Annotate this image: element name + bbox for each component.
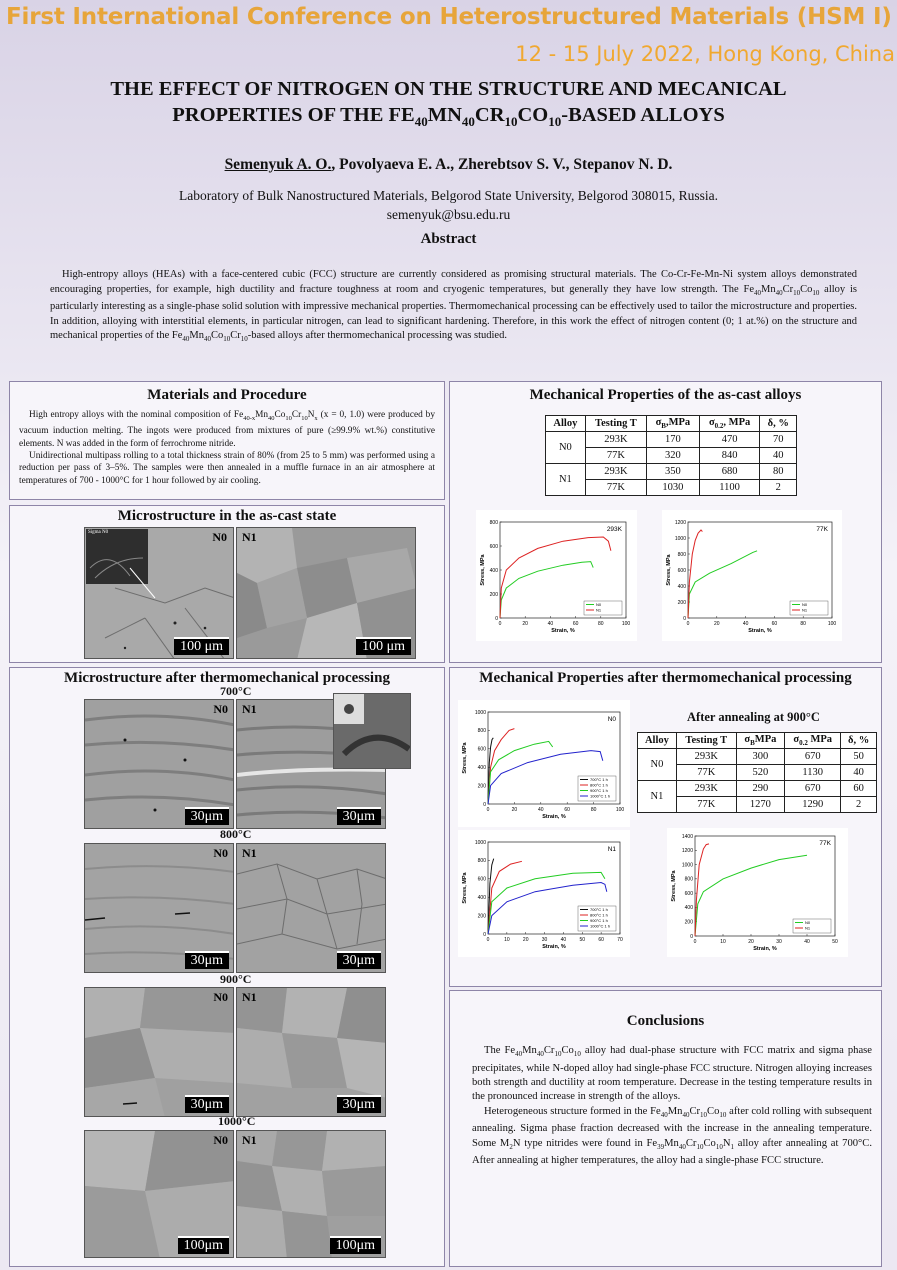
scale-bar: 100 μm [174,637,229,655]
label-n1: N1 [242,530,257,544]
legend-label: 700°C 1 h [590,907,608,913]
materials-panel [9,381,445,500]
micrograph-900-n1 [236,987,386,1117]
x-tick-label: 100 [621,621,631,627]
y-tick-label: 600 [684,890,693,897]
y-tick-label: 0 [483,801,486,808]
legend-label: 1000°C 1 h [590,793,611,799]
th-testing-t: Testing T [676,733,736,749]
x-tick-label: 0 [486,937,490,943]
micrograph-800-n0 [84,843,234,973]
table-row: N0 293K 300 670 50 [638,749,877,765]
y-tick-label: 0 [690,933,693,940]
label-n0: N0 [213,702,228,716]
table-row: 77K 1030 1100 2 [546,480,797,496]
annealing-subtitle: After annealing at 900°C [687,710,820,724]
y-axis-label: Stress, MPa [462,742,468,774]
temp-label-700: 700°C [220,684,252,698]
chart-cast-77k [662,510,842,641]
label-n0: N0 [212,530,227,544]
y-tick-label: 200 [477,783,486,790]
x-tick-label: 20 [522,621,528,627]
y-tick-label: 800 [477,858,486,865]
table-row: 77K 320 840 40 [546,448,797,464]
materials-text: High entropy alloys with the nominal composition of $Fe_{40-x}Mn_{40}Co_{10}Cr_{10}N_x$ (x = 0, 1.0) were produced by vacuum induction melting. The ingots were produced from mixtures of pure (≥99.9% wt.%) constitutive elements. N was added in the form of ferrochrome nitride. Unidirectional multipass rolling to a total thickness strain of 80% (from 25 to 5 mm) was performed using a reduction per pass of 3–5%. The samples were then annealed in a muffle furnace in an air atmosphere at temperatures of 700 - 1000°C for 1 hour followed by air cooling. [19,410,435,486]
conclusions-panel [449,990,882,1267]
x-tick-label: 20 [511,807,518,813]
x-tick-label: 0 [486,807,490,813]
x-tick-label: 10 [720,939,726,945]
tem-image [334,694,411,769]
affiliation-text: Laboratory of Bulk Nanostructured Materials, Belgorod State University, Belgorod 308015, Russia. [178,188,719,203]
chart-title: N1 [607,846,616,853]
paper-title-line2: PROPERTIES OF THE FE [172,104,415,126]
series-line [688,530,702,618]
series-line [688,551,757,618]
x-tick-label: 50 [579,937,586,943]
temp-label-900: 900°C [220,972,252,986]
y-tick-label: 400 [477,765,486,771]
scale-bar: 30μm [185,951,229,969]
micrograph-cast-n1 [236,527,416,659]
authors [0,156,897,174]
email: semenyuk@bsu.edu.ru [386,207,511,222]
y-tick-label: 0 [483,931,486,938]
y-tick-label: 800 [677,551,686,558]
chart-title: N0 [607,716,616,723]
legend-label: 1000°C 1 h [590,923,611,929]
scale-bar: 30μm [185,807,229,825]
y-tick-label: 1200 [681,848,693,855]
chart-title: 293K [606,526,622,533]
micro-cast-title: Microstructure in the as-cast state [117,508,337,524]
y-tick-label: 400 [684,905,693,912]
x-tick-label: 50 [832,939,838,945]
y-axis-label: Stress, MPa [666,554,672,586]
micro-tmp-title: Microstructure after thermomechanical processing [64,670,390,686]
chart-tmp-77k [667,828,848,957]
y-tick-label: 0 [683,615,686,622]
table-row: N1 293K 290 670 60 [638,781,877,797]
chart-cast-293k [476,510,637,641]
abstract-heading: Abstract [420,231,477,247]
x-tick-label: 60 [564,807,570,813]
x-tick-label: 0 [686,621,690,627]
x-tick-label: 20 [748,939,754,945]
y-tick-label: 200 [489,591,498,598]
x-tick-label: 70 [617,937,623,943]
conclusions-title: Conclusions [626,1013,705,1029]
legend-box [793,919,831,933]
legend-label: N1 [805,925,811,931]
conclusions-text: The $Fe_{40}Mn_{40}Cr_{10}Co_{10}$ alloy had dual-phase structure with FCC matrix and sigma phase precipitates, while N-doped alloy had single-phase FCC structure. Nitrogen alloying increases both strength and ductility at room temperature. Decrease in the testing temperature results in the pronounced increase in strength of the alloys. Heterogeneous structure formed in the $Fe_{40}Mn_{40}Cr_{10}Co_{10}$ after cold rolling with subsequent annealing. Sigma phase fraction decreased with the increase in the annealing temperature. Some $M_2N$ type nitrides were found in $Fe_{39}Mn_{40}Cr_{10}Co_{10}N_1$ alloy after annealing at 700°C. After annealing at higher temperatures, the alloy had a single-phase FCC structure. [472,1045,872,1167]
series-line [488,861,522,934]
temp-label-800: 800°C [220,827,252,841]
scale-bar: 30μm [337,951,381,969]
label-n1: N1 [242,846,257,860]
scale-bar: 100μm [330,1236,381,1254]
th-elongation: δ, % [841,733,877,749]
x-tick-label: 0 [498,621,502,627]
y-tick-label: 200 [677,599,686,606]
y-tick-label: 400 [677,583,686,590]
legend-label: N0 [805,920,811,926]
legend-label: N1 [802,607,808,613]
micrograph-1000-n1 [236,1130,386,1258]
table-row: N0 293K 170 470 70 [546,432,797,448]
y-axis-label: Stress, MPa [480,554,486,586]
y-axis-label: Stress, MPa [671,870,677,902]
x-tick-label: 60 [572,621,579,627]
mech-cast-title: Mechanical Properties of the as-cast alloys [529,387,802,403]
paper-title-line2-end: -BASED ALLOYS [561,104,725,126]
y-tick-label: 800 [489,519,498,526]
th-yield: $\sigma_{0.2}$, MPa [699,416,760,432]
table-row: 77K 1270 1290 2 [638,797,877,813]
x-tick-label: 20 [522,937,529,943]
x-tick-label: 40 [560,937,567,943]
y-tick-label: 400 [489,567,498,574]
y-tick-label: 200 [684,919,693,926]
label-n1: N1 [242,1133,257,1147]
annealed-table [637,732,877,813]
y-tick-label: 600 [489,543,498,550]
label-n0: N0 [213,846,228,860]
scale-bar: 30μm [337,1095,381,1113]
micrograph-800-n1 [236,843,386,973]
co-authors: , Povolyaeva E. A., Zherebtsov S. V., Stepanov N. D. [331,156,673,173]
chart-tmp-n0 [458,700,630,827]
scale-bar: 30μm [337,807,381,825]
legend-label: 800°C 1 h [590,782,608,788]
micrograph-1000-n0 [84,1130,234,1258]
y-tick-label: 400 [477,895,486,901]
series-line [488,741,553,804]
legend-box [584,601,622,615]
legend-label: 700°C 1 h [590,777,608,783]
micrograph-cast-n0 [84,527,234,659]
legend-label: 900°C 1 h [590,918,608,924]
legend-label: 800°C 1 h [590,912,608,918]
paper-title: THE EFFECT OF NITROGEN ON THE STRUCTURE AND MECANICAL PROPERTIES OF THE $FE_{40}MN_{40}CR_{10}CO_{10}$-BASED ALLOYS [110,78,787,130]
legend-label: 900°C 1 h [590,788,608,794]
first-author: Semenyuk A. O. [224,156,332,173]
x-axis-label: Strain, % [551,628,575,634]
conference-title: First International Conference on Heterostructured Materials (HSM I) [6,4,892,30]
x-tick-label: 60 [598,937,604,943]
x-axis-label: Strain, % [542,814,566,820]
th-testing-t: Testing T [585,416,646,432]
y-tick-label: 200 [477,913,486,920]
x-tick-label: 40 [804,939,810,945]
label-n1: N1 [242,702,257,716]
y-tick-label: 1000 [474,839,486,846]
tem-inset [333,693,411,769]
abstract-text: High-entropy alloys (HEAs) with a face-centered cubic (FCC) structure are currently considered as promising structural materials. The Co-Cr-Fe-Mn-Ni system alloys demonstrated encouraging properties, for example, high ductility and fracture toughness at room and cryogenic temperatures, but generally they have low strength. The $Fe_{40}Mn_{40}Cr_{10}Co_{10}$ alloy is particularly interesting as a single-phase solid solution with impressive mechanical properties. Thermomechanical processing can be effectively used to tailor the microstructure and properties. In addition, alloying with interstitial elements, in particular nitrogen, can lead to significant hardening. Therefore, in this work the effect of nitrogen content (0; 1 at.%) on the structure and mechanical properties of the $Fe_{40}Mn_{40}Co_{10}Cr_{10}$-based alloys after thermomechanical processing was studied. [50,269,857,344]
y-tick-label: 600 [477,876,486,883]
legend-label: N1 [596,607,602,613]
x-tick-label: 100 [827,621,837,627]
label-n0: N0 [213,990,228,1004]
scale-bar: 100 μm [356,637,411,655]
x-tick-label: 0 [693,939,697,945]
x-tick-label: 40 [538,807,544,813]
y-tick-label: 600 [677,567,686,574]
x-tick-label: 100 [615,807,625,813]
y-tick-label: 0 [495,615,498,622]
paper-title-line1: THE EFFECT OF NITROGEN ON THE STRUCTURE AND MECANICAL [110,78,787,100]
chart-title: 77K [816,526,828,533]
scale-bar: 30μm [185,1095,229,1113]
x-axis-label: Strain, % [753,946,777,952]
label-n1: N1 [242,990,257,1004]
x-tick-label: 40 [547,621,554,627]
x-tick-label: 60 [771,621,778,627]
th-ultimate: $\sigma_BMPa$ [736,733,784,749]
y-tick-label: 1200 [674,519,686,526]
as-cast-table [545,415,797,496]
chart-title: 77K [819,840,831,847]
scale-bar: 100μm [178,1236,229,1254]
legend-label: N0 [596,602,602,608]
th-yield: $\sigma_{0.2}$ MPa [785,733,841,749]
materials-title: Materials and Procedure [147,387,307,403]
x-tick-label: 20 [714,621,720,627]
inset-label: Sigma N0 [88,530,109,535]
y-tick-label: 800 [477,728,486,735]
chart-tmp-n1 [458,830,630,957]
x-tick-label: 80 [590,807,597,813]
micrograph-700-n0 [84,699,234,829]
mech-tmp-title: Mechanical Properties after thermomechanical processing [479,670,852,686]
th-alloy: Alloy [546,416,586,432]
series-line [695,855,807,936]
affiliation [0,186,897,224]
x-tick-label: 40 [742,621,749,627]
th-elongation: δ, % [760,416,797,432]
legend-box [790,601,828,615]
x-axis-label: Strain, % [542,944,566,950]
table-row: N1 293K 350 680 80 [546,464,797,480]
y-tick-label: 600 [477,746,486,753]
x-tick-label: 80 [800,621,806,627]
y-tick-label: 1000 [681,862,693,869]
y-tick-label: 1000 [474,709,486,716]
label-n0: N0 [213,1133,228,1147]
table-row: 77K 520 1130 40 [638,765,877,781]
y-axis-label: Stress, MPa [462,872,468,904]
y-tick-label: 1000 [674,535,686,542]
x-tick-label: 80 [598,621,604,627]
x-tick-label: 30 [541,937,548,943]
y-tick-label: 1400 [681,833,693,840]
y-tick-label: 800 [684,876,693,883]
micrograph-900-n0 [84,987,234,1117]
legend-label: N0 [802,602,808,608]
temp-label-1000: 1000°C [218,1114,256,1128]
series-line [500,562,593,618]
conference-date: 12 - 15 July 2022, Hong Kong, China [515,42,895,66]
x-tick-label: 30 [776,939,782,945]
x-axis-label: Strain, % [748,628,772,634]
x-tick-label: 10 [504,937,510,943]
th-alloy: Alloy [638,733,677,749]
th-ultimate: $\sigma_B,MPa$ [647,416,700,432]
